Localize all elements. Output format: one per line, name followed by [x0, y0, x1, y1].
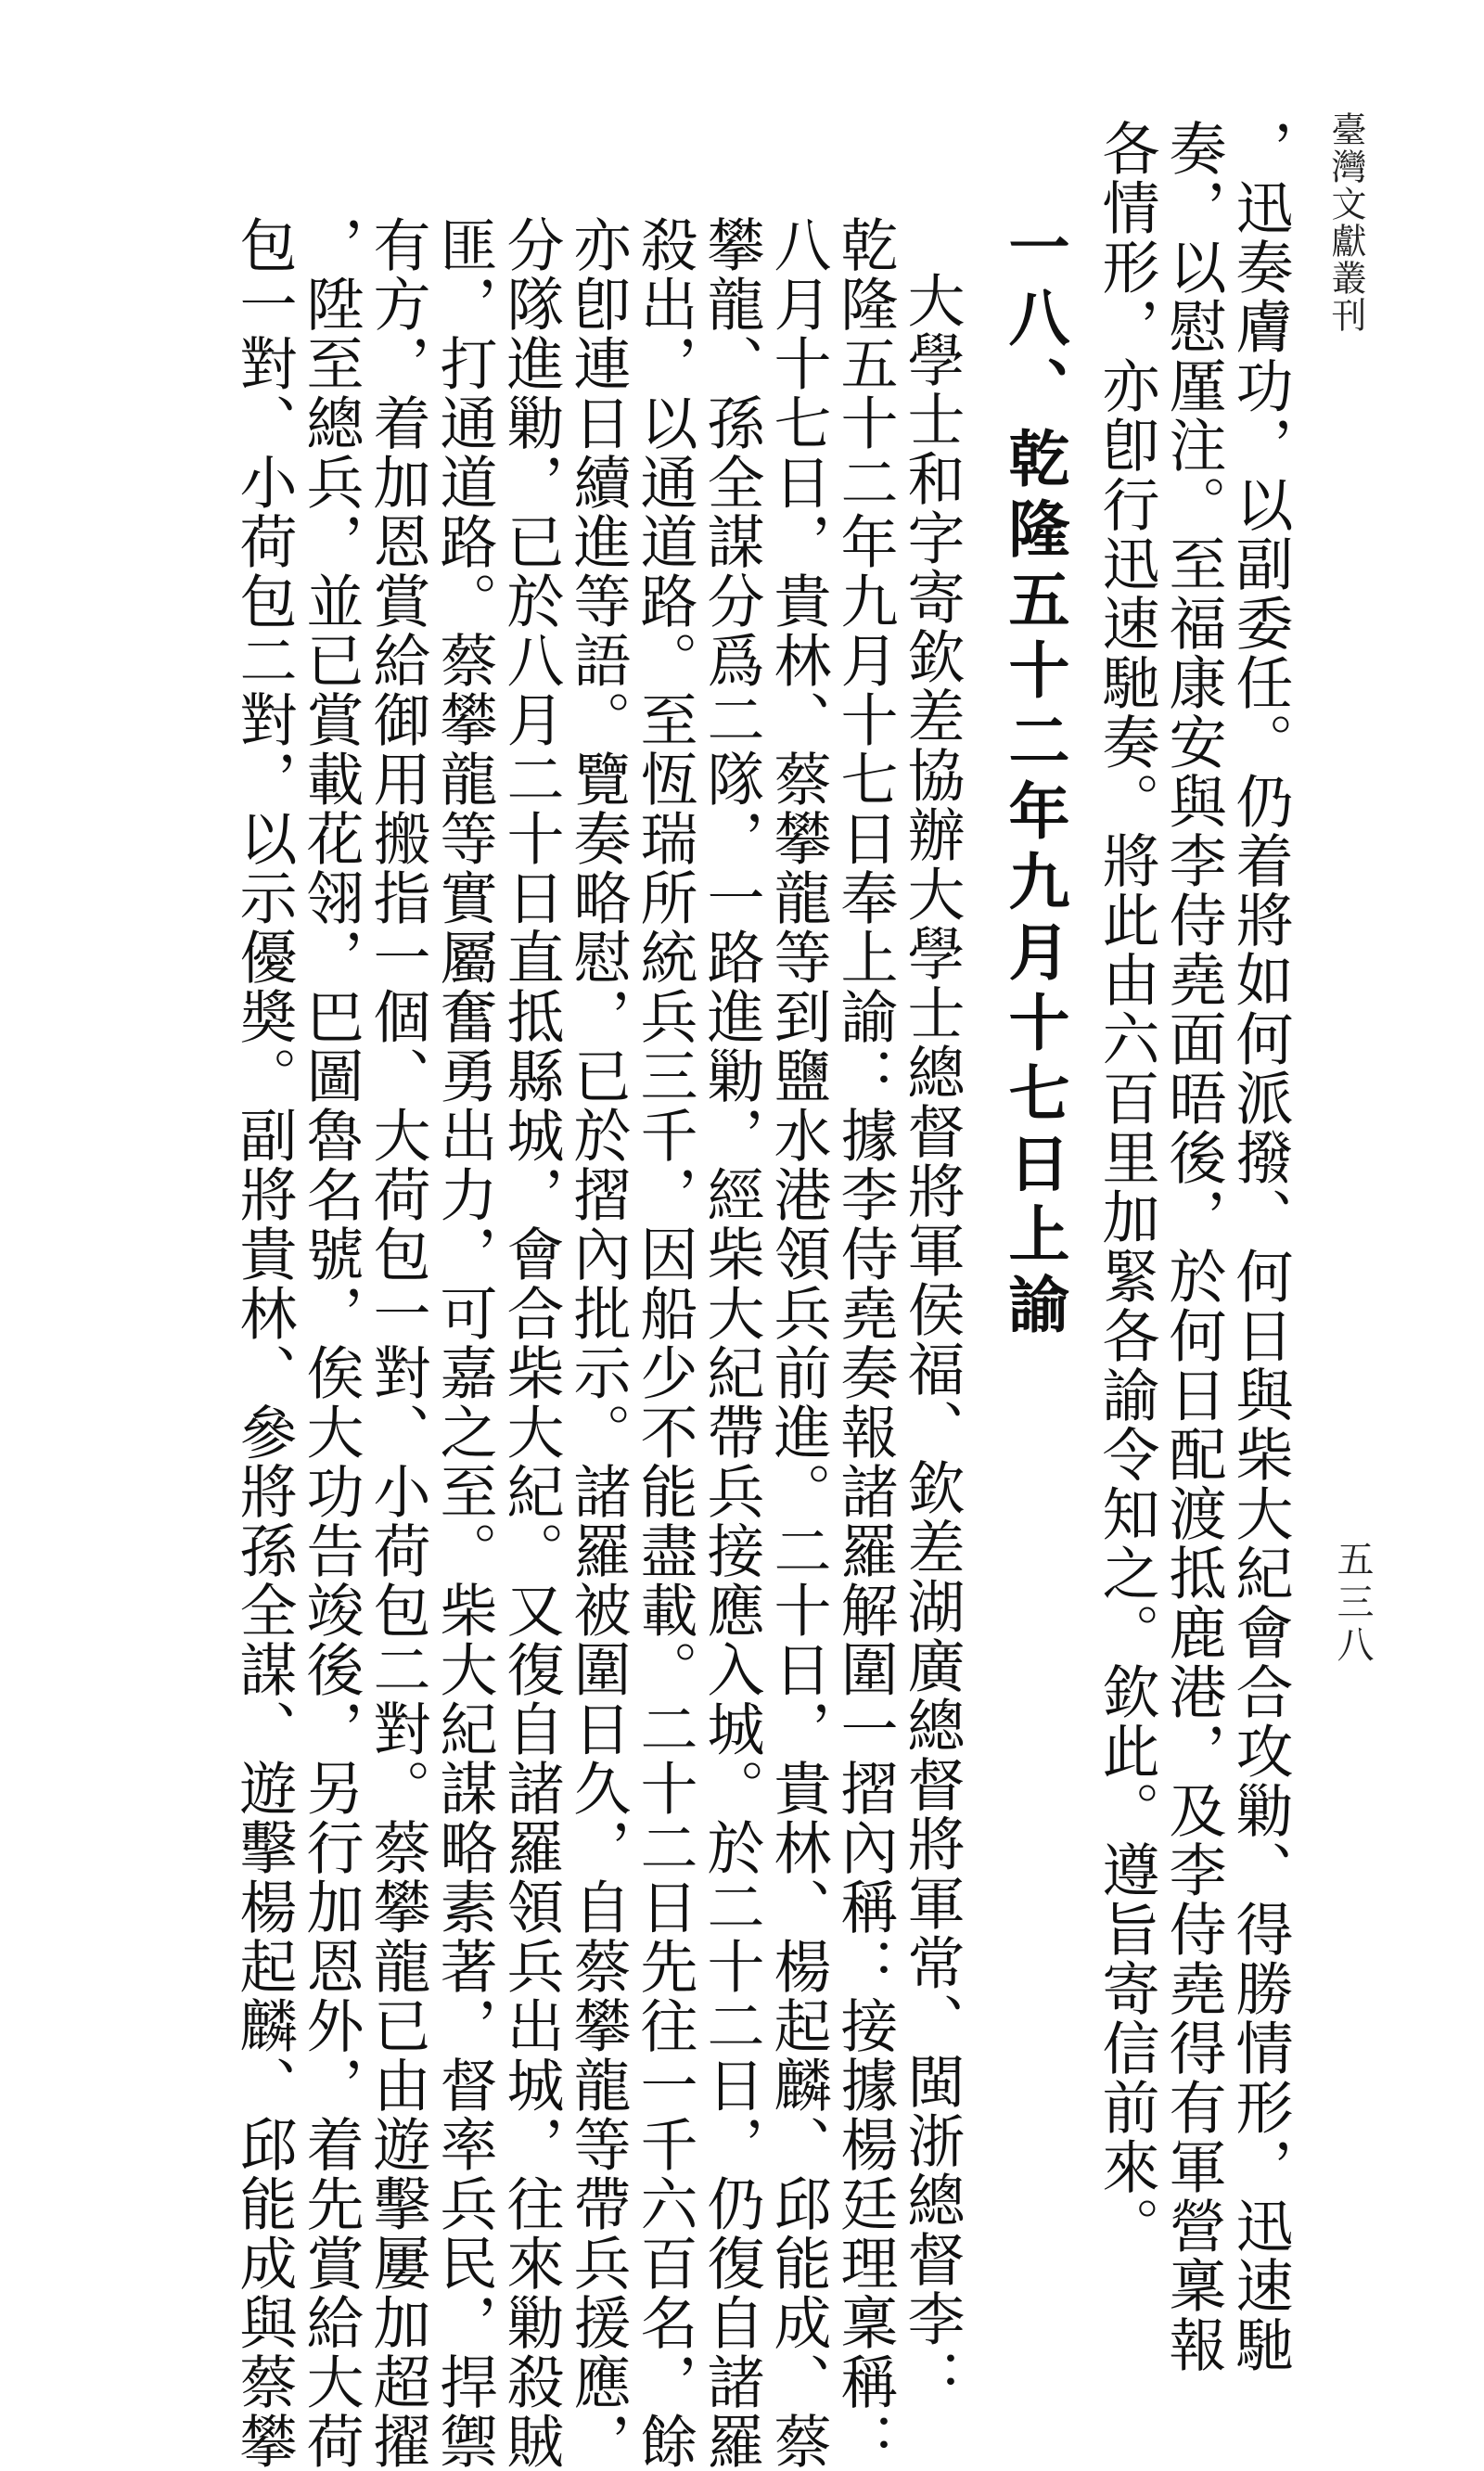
text-column: 匪，打通道路。蔡攀龍等實屬奮勇出力，可嘉之至。柴大紀謀略素著，督率兵民，捍禦 [430, 215, 498, 2471]
text-column: 乾隆五十二年九月十七日奉上諭：據李侍堯奏報諸羅解圍一摺內稱：接據楊廷理稟稱： [831, 215, 899, 2471]
text-column: 殺出，以通道路。至恆瑞所統兵三千，因船少不能盡載。二十二日先往一千六百名，餘 [631, 215, 698, 2471]
running-title: 臺灣文獻叢刊 [1325, 111, 1366, 334]
text-column: 八月十七日，貴林、蔡攀龍等到鹽水港領兵前進。二十日，貴林、楊起麟、邱能成、蔡 [764, 215, 832, 2471]
text-column: 大學士和字寄欽差協辦大學士總督將軍侯福、欽差湖廣總督將軍常、閩浙總督李： [898, 271, 966, 2408]
text-column: 各情形，亦卽行迅速馳奏。將此由六百里加緊各諭令知之。欽此。遵旨寄信前來。 [1093, 119, 1160, 2256]
page-number: 五三八 [1331, 1540, 1374, 1668]
text-column: ，迅奏膚功，以副委任。仍着將如何派撥、何日與柴大紀會合攻勦、得勝情形，迅速馳 [1226, 119, 1294, 2375]
text-column: 亦卽連日續進等語。覽奏略慰，已於摺內批示。諸羅被圍日久，自蔡攀龍等帶兵援應， [564, 215, 632, 2471]
text-column: ，陞至總兵，並已賞載花翎，巴圖魯名號，俟大功告竣後，另行加恩外，着先賞給大荷 [297, 215, 365, 2471]
text-column: 分隊進勦，已於八月二十日直抵縣城，會合柴大紀。又復自諸羅領兵出城，往來勦殺賊 [497, 215, 565, 2471]
text-column: 奏，以慰厪注。至福康安與李侍堯面晤後，於何日配渡抵鹿港，及李侍堯得有軍營稟報 [1159, 119, 1227, 2375]
section-heading: 一八、乾隆五十二年九月十七日上諭 [998, 215, 1070, 1343]
text-column: 攀龍、孫全謀分爲二隊，一路進勦，經柴大紀帶兵接應入城。於二十二日，仍復自諸羅 [697, 215, 765, 2471]
text-column: 包一對、小荷包二對，以示優奬。副將貴林、參將孫全謀、遊擊楊起麟、邱能成與蔡攀 [230, 215, 298, 2471]
text-column: 有方，着加恩賞給御用搬指一個、大荷包一對、小荷包二對。蔡攀龍已由遊擊屢加超擢 [364, 215, 431, 2471]
